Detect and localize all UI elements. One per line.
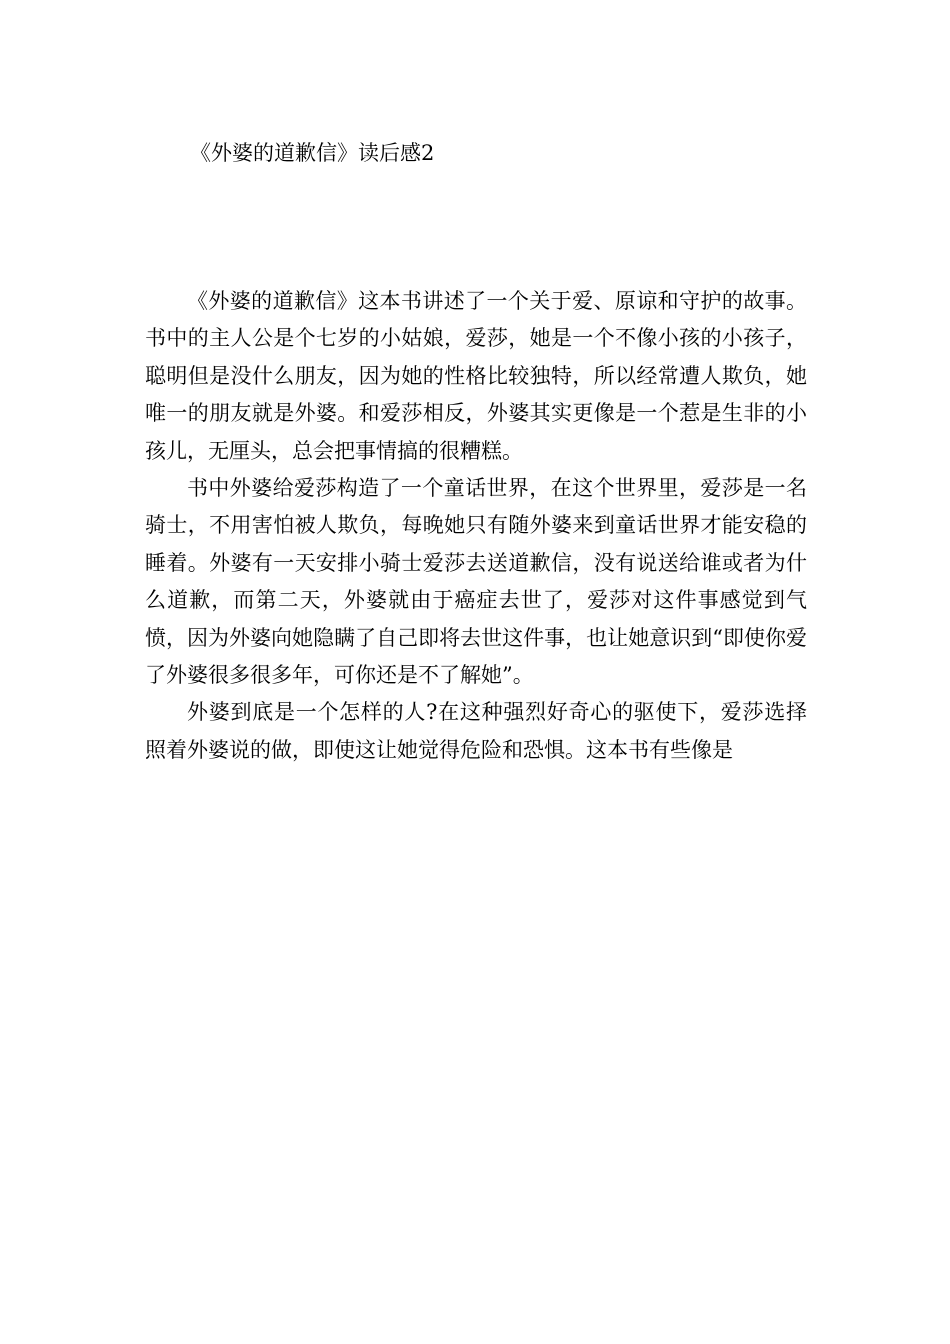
paragraph: 书中外婆给爱莎构造了一个童话世界，在这个世界里，爱莎是一名骑士，不用害怕被人欺负，每晚她只有随外婆来到童话世界才能安稳的睡着。外婆有一天安排小骑士爱莎去送道歉信，没有说送给谁或者为什么道歉，而第二天，外婆就由于癌症去世了，爱莎对这件事感觉到气愤，因为外婆向她隐瞒了自己即将去世这件事，也让她意识到“即使你爱了外婆很多很多年，可你还是不了解她”。 [145, 476, 807, 688]
document-body [145, 283, 807, 769]
document-title: 《外婆的道歉信》读后感2 [190, 141, 435, 165]
paragraph: 外婆到底是一个怎样的人?在这种强烈好奇心的驱使下，爱莎选择照着外婆说的做，即使这让她觉得危险和恐惧。这本书有些像是 [145, 700, 807, 762]
paragraph: 《外婆的道歉信》这本书讲述了一个关于爱、原谅和守护的故事。书中的主人公是个七岁的小姑娘，爱莎，她是一个不像小孩的小孩子，聪明但是没什么朋友，因为她的性格比较独特，所以经常遭人欺负，她唯一的朋友就是外婆。和爱莎相反，外婆其实更像是一个惹是生非的小孩儿，无厘头，总会把事情搞的很糟糕。 [145, 289, 807, 463]
